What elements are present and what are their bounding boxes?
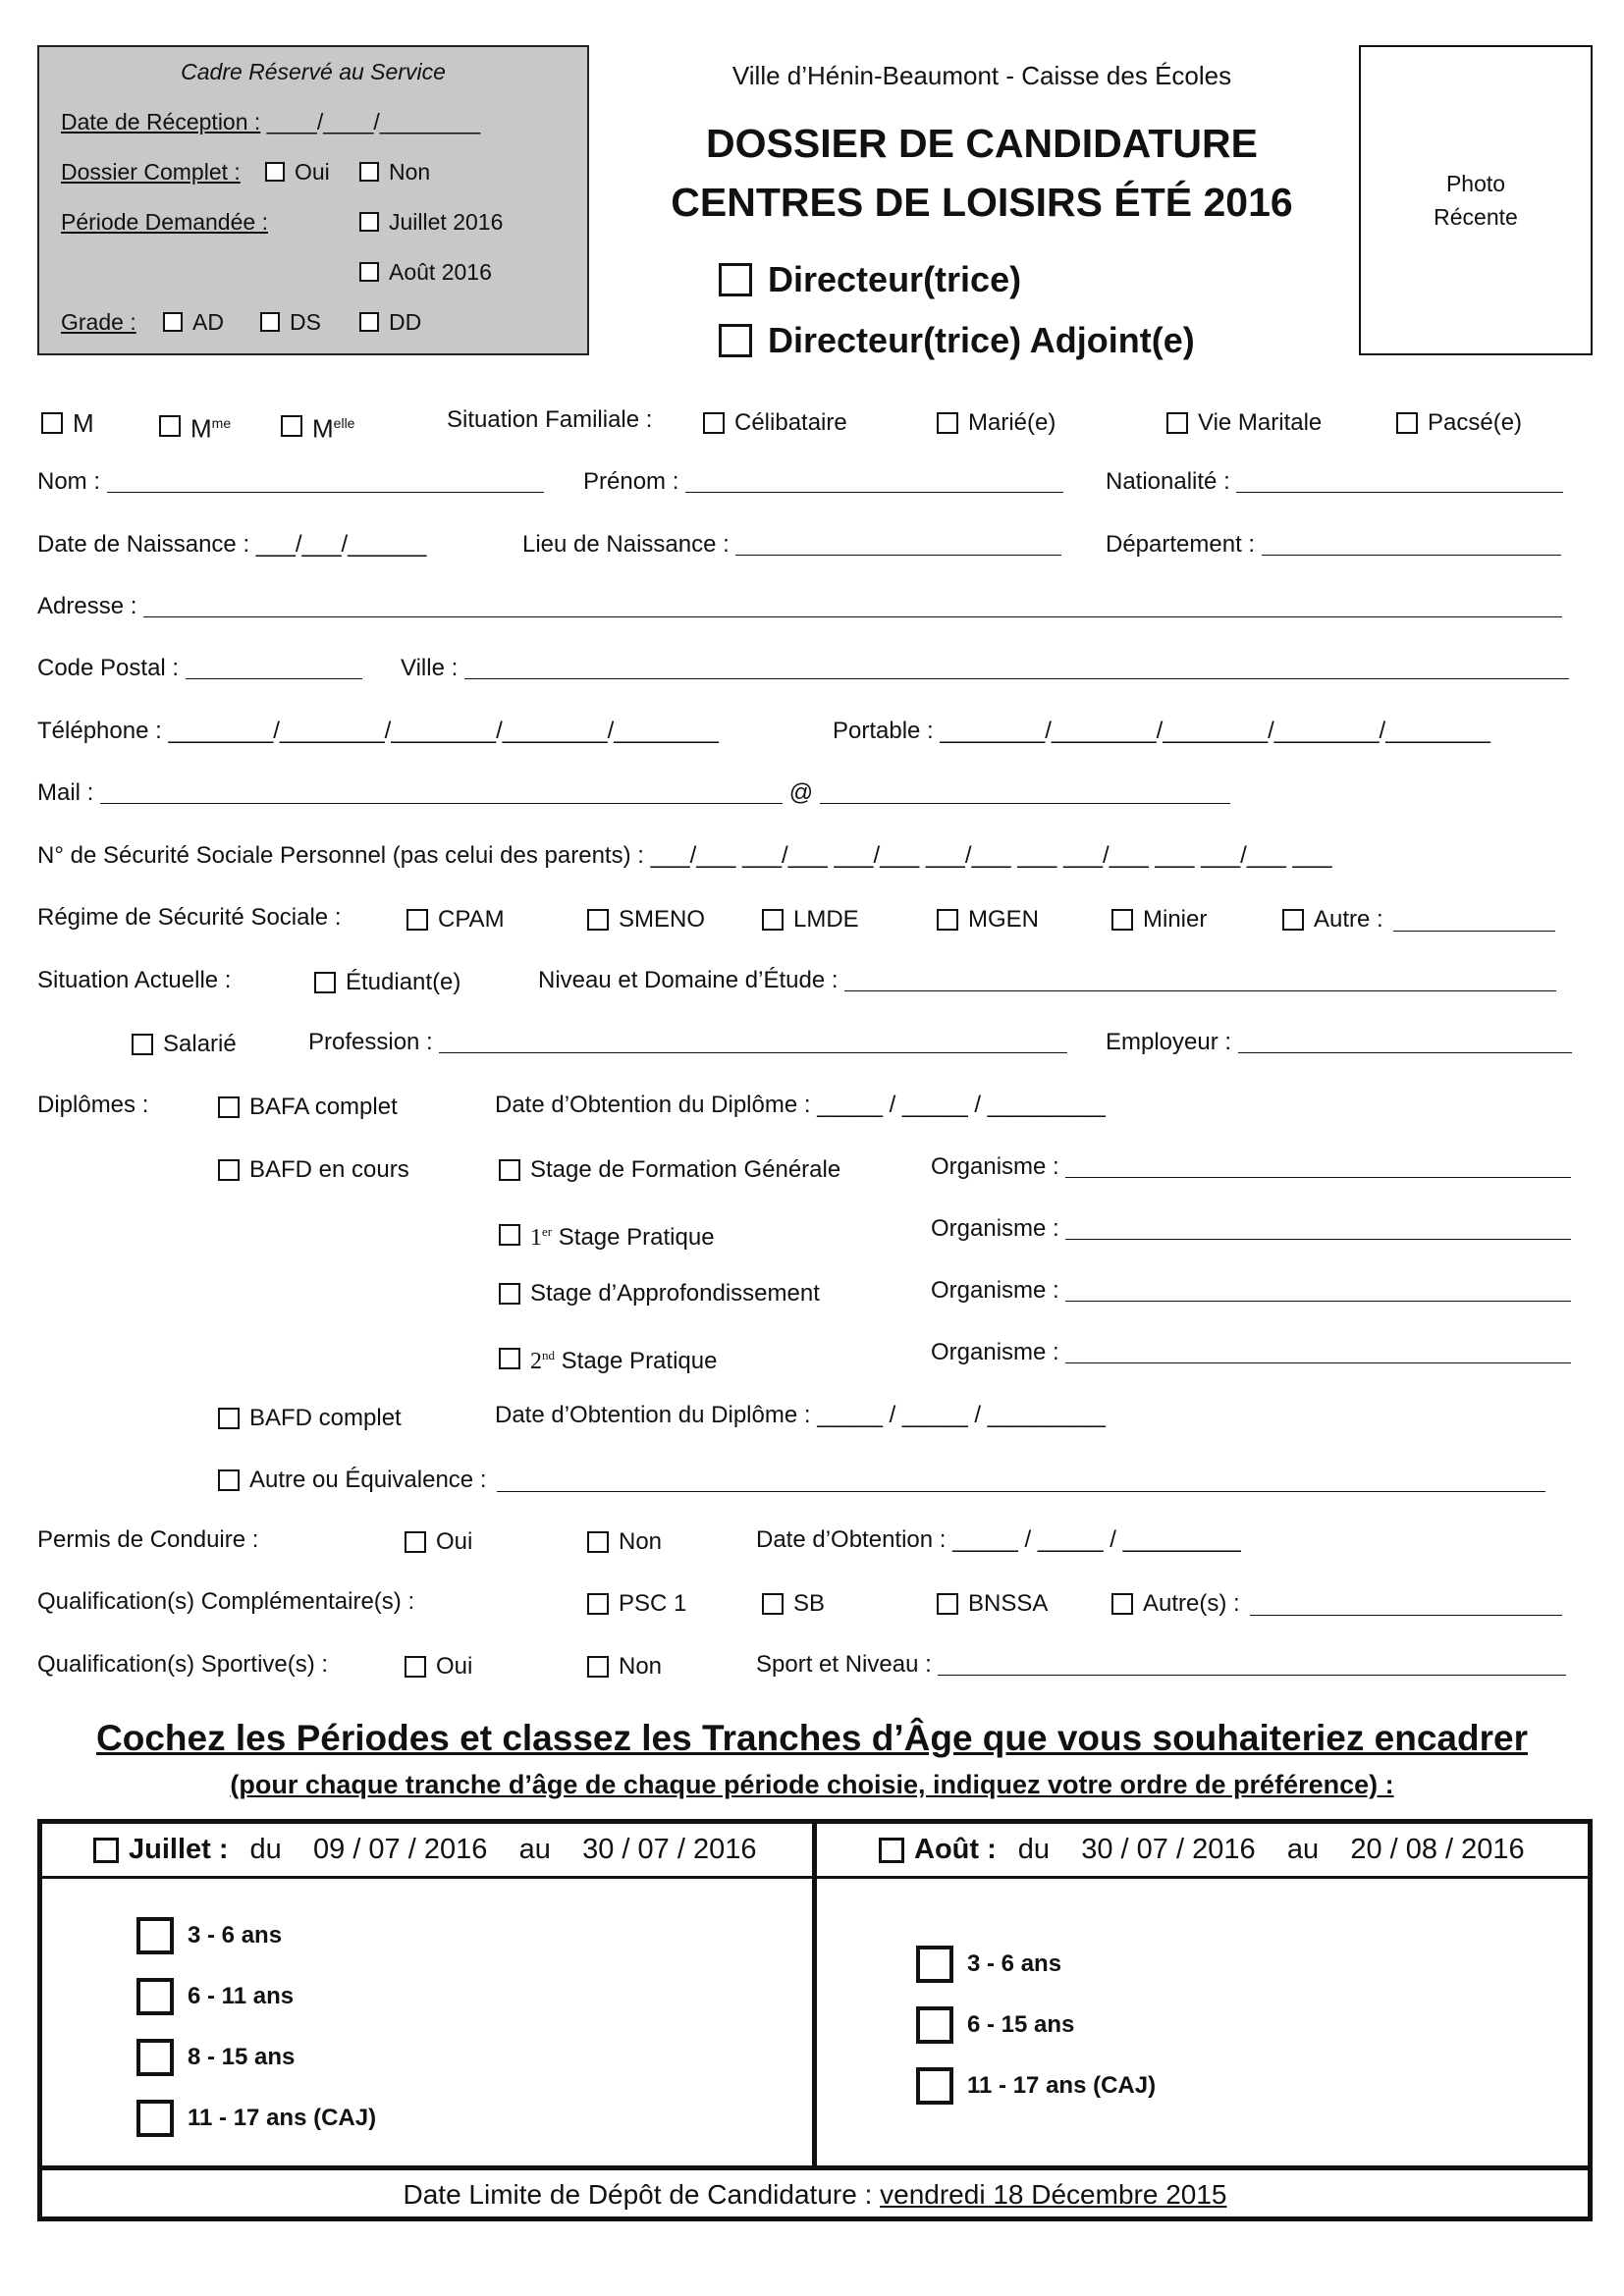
role-directeur-checkbox[interactable]	[719, 263, 752, 296]
organisme-2-input[interactable]	[1065, 1217, 1571, 1240]
regime-cpam-checkbox[interactable]	[406, 909, 428, 931]
periode-label: Période Demandée :	[61, 209, 268, 235]
situation-familiale-label: Situation Familiale :	[447, 406, 653, 433]
aout-age-3-label: 11 - 17 ans (CAJ)	[967, 2072, 1157, 2099]
organisme-1-label: Organisme :	[931, 1153, 1059, 1180]
juillet-age-4-checkbox[interactable]	[136, 2100, 174, 2137]
bafa-complet-label: BAFA complet	[249, 1094, 398, 1120]
situation-pacse-checkbox[interactable]	[1396, 412, 1418, 434]
qualif-psc1-checkbox[interactable]	[587, 1593, 609, 1615]
organisme-4-input[interactable]	[1065, 1341, 1571, 1363]
sport-non-checkbox[interactable]	[587, 1656, 609, 1678]
employeur-label: Employeur :	[1106, 1029, 1232, 1055]
stage-formation-generale-label: Stage de Formation Générale	[530, 1156, 841, 1183]
deadline-date: vendredi 18 Décembre 2015	[880, 2179, 1227, 2210]
dossier-complet-label: Dossier Complet :	[61, 159, 241, 185]
form-title-line2: CENTRES DE LOISIRS ÉTÉ 2016	[671, 180, 1293, 225]
qualif-bnssa-checkbox[interactable]	[937, 1593, 958, 1615]
role-directeur-label: Directeur(trice)	[768, 259, 1022, 299]
qualif-psc1-label: PSC 1	[619, 1590, 687, 1617]
civility-m-checkbox[interactable]	[41, 412, 63, 434]
prenom-label: Prénom :	[583, 468, 679, 495]
dossier-oui-label: Oui	[295, 159, 330, 185]
regime-minier-checkbox[interactable]	[1111, 909, 1133, 931]
stage-pratique-2-label: 2nd Stage Pratique	[530, 1348, 718, 1374]
secu-input[interactable]: ___/___ ___/___ ___/___ ___/___ ___ ___/___ ___ ___/___ ___	[650, 842, 1332, 869]
sport-oui-checkbox[interactable]	[405, 1656, 426, 1678]
civility-mlle-checkbox[interactable]	[281, 415, 302, 437]
permis-label: Permis de Conduire :	[37, 1526, 259, 1553]
date-naissance-label: Date de Naissance :	[37, 531, 250, 558]
grade-dd-label: DD	[389, 309, 422, 335]
dossier-non-label: Non	[389, 159, 431, 185]
service-title: Cadre Réservé au Service	[181, 59, 446, 84]
telephone-input[interactable]: ________/________/________/________/________	[168, 718, 720, 744]
bafd-date-input[interactable]: _____ / _____ / _________	[817, 1402, 1106, 1428]
regime-autre-label: Autre :	[1314, 906, 1383, 933]
qualif-label: Qualification(s) Complémentaire(s) :	[37, 1588, 415, 1615]
lieu-naissance-label: Lieu de Naissance :	[522, 531, 730, 558]
regime-smeno-label: SMENO	[619, 906, 706, 933]
autre-equivalence-label: Autre ou Équivalence :	[249, 1467, 487, 1493]
situation-actuelle-label: Situation Actuelle :	[37, 967, 232, 993]
etudiant-checkbox[interactable]	[314, 972, 336, 993]
code-postal-label: Code Postal :	[37, 655, 180, 681]
periode-aout-label: Août 2016	[389, 259, 492, 285]
regime-mgen-label: MGEN	[968, 906, 1039, 933]
regime-autre-checkbox[interactable]	[1282, 909, 1304, 931]
grade-ds-label: DS	[290, 309, 321, 335]
mail-at: @	[788, 779, 814, 806]
bafd-date-label: Date d’Obtention du Diplôme :	[495, 1402, 811, 1428]
civility-mme-label: $M^{me}$	[190, 413, 232, 444]
nom-input[interactable]	[107, 470, 544, 493]
profession-label: Profession :	[308, 1029, 433, 1055]
periode-juillet-checkbox[interactable]	[359, 212, 379, 232]
situation-celibataire-checkbox[interactable]	[703, 412, 725, 434]
aout-age-2-label: 6 - 15 ans	[967, 2011, 1075, 2038]
aout-age-1-label: 3 - 6 ans	[967, 1950, 1062, 1977]
aout-label: Août :	[914, 1834, 997, 1865]
grade-ds-checkbox[interactable]	[260, 312, 280, 332]
date-naissance-input[interactable]: ___/___/______	[255, 531, 427, 558]
aout-age-2-checkbox[interactable]	[916, 2006, 953, 2044]
date-reception-label: Date de Réception :	[61, 109, 261, 134]
sport-label: Qualification(s) Sportive(s) :	[37, 1651, 329, 1678]
periode-aout-checkbox[interactable]	[359, 262, 379, 282]
date-reception-field[interactable]: ____/____/________	[266, 109, 481, 134]
aout-checkbox[interactable]	[879, 1838, 904, 1863]
profession-input[interactable]	[439, 1031, 1067, 1053]
stage-pratique-1-label: 1er Stage Pratique	[530, 1224, 715, 1251]
juillet-age-2-label: 6 - 11 ans	[188, 1983, 295, 2009]
stage-pratique-1-checkbox[interactable]	[499, 1224, 520, 1246]
service-reserved-box	[37, 45, 589, 355]
ville-input[interactable]	[464, 657, 1569, 679]
code-postal-input[interactable]	[186, 657, 362, 679]
bafd-complet-checkbox[interactable]	[218, 1408, 240, 1429]
regime-lmde-checkbox[interactable]	[762, 909, 784, 931]
stage-pratique-2-checkbox[interactable]	[499, 1348, 520, 1369]
periods-table	[37, 1819, 1593, 2221]
niveau-etude-label: Niveau et Domaine d’Étude :	[538, 967, 839, 993]
deadline-label: Date Limite de Dépôt de Candidature :	[403, 2179, 873, 2210]
salarie-label: Salarié	[163, 1031, 237, 1057]
sport-non-label: Non	[619, 1653, 663, 1680]
juillet-age-3-label: 8 - 15 ans	[188, 2044, 296, 2070]
organisme-3-input[interactable]	[1065, 1279, 1571, 1302]
bafd-en-cours-checkbox[interactable]	[218, 1159, 240, 1181]
regime-smeno-checkbox[interactable]	[587, 909, 609, 931]
departement-label: Département :	[1106, 531, 1256, 558]
telephone-label: Téléphone :	[37, 718, 162, 744]
deadline-row	[42, 2179, 1588, 2211]
nationalite-input[interactable]	[1236, 470, 1563, 493]
nationalite-label: Nationalité :	[1106, 468, 1230, 495]
lieu-naissance-input[interactable]	[735, 533, 1061, 556]
permis-oui-checkbox[interactable]	[405, 1531, 426, 1553]
city-header: Ville d’Hénin-Beaumont - Caisse des Écoles	[731, 61, 1232, 90]
autre-equivalence-checkbox[interactable]	[218, 1469, 240, 1491]
juillet-age-1-label: 3 - 6 ans	[188, 1922, 283, 1949]
prenom-input[interactable]	[685, 470, 1063, 493]
salarie-checkbox[interactable]	[132, 1034, 153, 1055]
adresse-input[interactable]	[143, 595, 1562, 617]
regime-autre-input[interactable]	[1393, 909, 1555, 932]
juillet-checkbox[interactable]	[93, 1838, 119, 1863]
secu-label: N° de Sécurité Sociale Personnel (pas celui des parents) :	[37, 842, 644, 869]
mail-label: Mail :	[37, 779, 94, 806]
diplomes-label: Diplômes :	[37, 1092, 149, 1118]
regime-mgen-checkbox[interactable]	[937, 909, 958, 931]
autre-equivalence-input[interactable]	[497, 1469, 1545, 1492]
civility-mme-checkbox[interactable]	[159, 415, 181, 437]
regime-label: Régime de Sécurité Sociale :	[37, 904, 342, 931]
grade-label: Grade :	[61, 309, 136, 335]
dossier-non-checkbox[interactable]	[359, 162, 379, 182]
etudiant-label: Étudiant(e)	[346, 969, 461, 995]
permis-non-label: Non	[619, 1528, 663, 1555]
role-adjoint-checkbox[interactable]	[719, 324, 752, 357]
permis-date-input[interactable]: _____ / _____ / _________	[952, 1526, 1241, 1553]
permis-non-checkbox[interactable]	[587, 1531, 609, 1553]
aout-age-1-checkbox[interactable]	[916, 1946, 953, 1983]
situation-celibataire-label: Célibataire	[734, 409, 847, 436]
organisme-4-label: Organisme :	[931, 1339, 1059, 1365]
stage-formation-generale-checkbox[interactable]	[499, 1159, 520, 1181]
mail-user-input[interactable]	[100, 781, 783, 804]
regime-lmde-label: LMDE	[793, 906, 859, 933]
juillet-dates: du 09 / 07 / 2016 au 30 / 07 / 2016	[249, 1834, 757, 1865]
periode-juillet-label: Juillet 2016	[389, 209, 504, 235]
bafa-date-input[interactable]: _____ / _____ / _________	[817, 1092, 1106, 1118]
sport-oui-label: Oui	[436, 1653, 473, 1680]
photo-label-line2: Récente	[1434, 204, 1518, 230]
niveau-etude-input[interactable]	[844, 969, 1556, 991]
situation-vie-maritale-label: Vie Maritale	[1198, 409, 1323, 436]
qualif-bnssa-label: BNSSA	[968, 1590, 1049, 1617]
regime-minier-label: Minier	[1143, 906, 1208, 933]
photo-label-line1: Photo	[1445, 171, 1506, 196]
bafa-complet-checkbox[interactable]	[218, 1096, 240, 1118]
sport-niveau-input[interactable]	[938, 1653, 1566, 1676]
regime-cpam-label: CPAM	[438, 906, 505, 933]
employeur-input[interactable]	[1238, 1031, 1572, 1053]
form-title-line1: DOSSIER DE CANDIDATURE	[706, 121, 1258, 166]
portable-label: Portable :	[833, 718, 934, 744]
organisme-2-label: Organisme :	[931, 1215, 1059, 1242]
ville-label: Ville :	[401, 655, 459, 681]
situation-marie-checkbox[interactable]	[937, 412, 958, 434]
situation-marie-label: Marié(e)	[968, 409, 1056, 436]
adresse-label: Adresse :	[37, 593, 137, 619]
mail-domain-input[interactable]	[820, 781, 1230, 804]
departement-input[interactable]	[1262, 533, 1561, 556]
nom-label: Nom :	[37, 468, 101, 495]
dossier-oui-checkbox[interactable]	[265, 162, 285, 182]
juillet-age-3-checkbox[interactable]	[136, 2039, 174, 2076]
aout-dates: du 30 / 07 / 2016 au 20 / 08 / 2016	[1017, 1834, 1525, 1865]
juillet-age-1-checkbox[interactable]	[136, 1917, 174, 1954]
situation-pacse-label: Pacsé(e)	[1428, 409, 1523, 436]
juillet-label: Juillet :	[129, 1834, 229, 1865]
periods-subheading: (pour chaque tranche d’âge de chaque période choisie, indiquez votre ordre de préférence) :	[230, 1770, 1394, 1799]
organisme-1-input[interactable]	[1065, 1155, 1571, 1178]
organisme-3-label: Organisme :	[931, 1277, 1059, 1304]
stage-approfondissement-checkbox[interactable]	[499, 1283, 520, 1305]
role-adjoint-label: Directeur(trice) Adjoint(e)	[768, 320, 1195, 360]
qualif-autre-label: Autre(s) :	[1143, 1590, 1240, 1617]
bafa-date-label: Date d’Obtention du Diplôme :	[495, 1092, 811, 1118]
juillet-age-2-checkbox[interactable]	[136, 1978, 174, 2015]
aout-age-3-checkbox[interactable]	[916, 2067, 953, 2105]
portable-input[interactable]: ________/________/________/________/________	[940, 718, 1490, 744]
civility-m-label: M	[73, 408, 94, 438]
situation-vie-maritale-checkbox[interactable]	[1166, 412, 1188, 434]
bafd-complet-label: BAFD complet	[249, 1405, 402, 1431]
stage-approfondissement-label: Stage d’Approfondissement	[530, 1280, 820, 1307]
permis-date-label: Date d’Obtention :	[756, 1526, 947, 1553]
periods-heading: Cochez les Périodes et classez les Tranches d’Âge que vous souhaiteriez encadrer	[96, 1718, 1528, 1758]
grade-ad-label: AD	[192, 309, 224, 335]
photo-box[interactable]	[1359, 45, 1593, 355]
sport-niveau-label: Sport et Niveau :	[756, 1651, 932, 1678]
permis-oui-label: Oui	[436, 1528, 473, 1555]
civility-mlle-label: $M^{elle}$	[312, 413, 355, 444]
juillet-age-4-label: 11 - 17 ans (CAJ)	[188, 2105, 377, 2131]
qualif-sb-checkbox[interactable]	[762, 1593, 784, 1615]
qualif-autre-checkbox[interactable]	[1111, 1593, 1133, 1615]
qualif-autre-input[interactable]	[1250, 1593, 1562, 1616]
bafd-en-cours-label: BAFD en cours	[249, 1156, 409, 1183]
grade-ad-checkbox[interactable]	[163, 312, 183, 332]
qualif-sb-label: SB	[793, 1590, 826, 1617]
grade-dd-checkbox[interactable]	[359, 312, 379, 332]
